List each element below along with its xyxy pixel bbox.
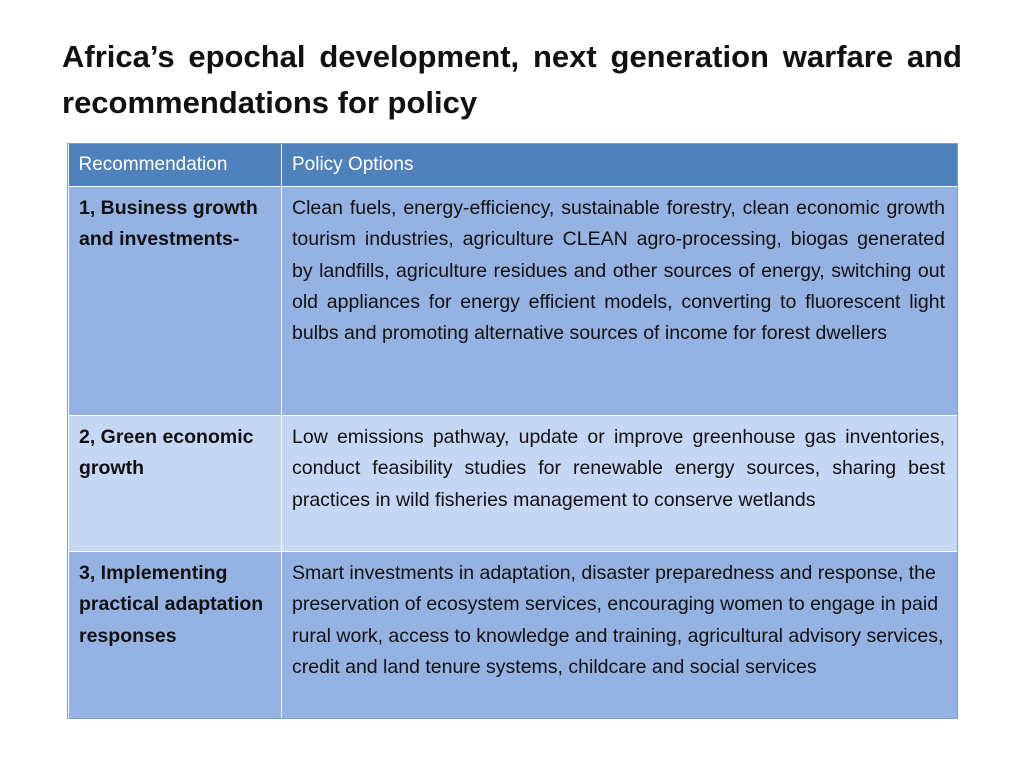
- recommendation-cell: 3, Implementing practical adaptation responses: [69, 552, 282, 719]
- header-recommendation: Recommendation: [69, 144, 282, 187]
- table-row: [69, 416, 958, 552]
- policy-table: [68, 144, 958, 719]
- recommendation-cell: 2, Green economic growth: [69, 416, 282, 552]
- policy-options-cell: Clean fuels, energy-efficiency, sustainable forestry, clean economic growth tourism industries, agriculture CLEAN agro-processing, biogas generated by landfills, agriculture residues and other sources of energy, switching out old appliances for energy efficient models, converting to fluorescent light bulbs and promoting alternative sources of income for forest dwellers: [282, 187, 958, 416]
- table-row: [69, 552, 958, 719]
- policy-options-cell: Low emissions pathway, update or improve greenhouse gas inventories, conduct feasibility studies for renewable energy sources, sharing best practices in wild fisheries management to conserve wetlands: [282, 416, 958, 552]
- table-header-row: [69, 144, 958, 187]
- slide-title: Africa’s epochal development, next generation warfare and recommendations for policy: [62, 39, 962, 120]
- header-policy-options: Policy Options: [282, 144, 958, 187]
- table-row: [69, 187, 958, 416]
- recommendation-cell: 1, Business growth and investments-: [69, 187, 282, 416]
- policy-options-cell: Smart investments in adaptation, disaster preparedness and response, the preservation of ecosystem services, encouraging women to engage in paid rural work, access to knowledge and training, agricultural advisory services, credit and land tenure systems, childcare and social services: [282, 552, 958, 719]
